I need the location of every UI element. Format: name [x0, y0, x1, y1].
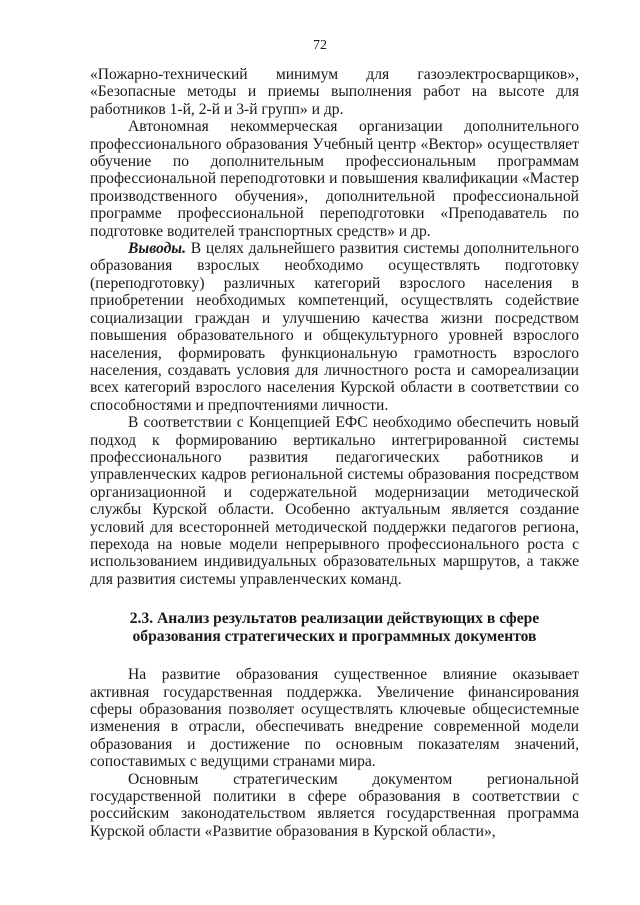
- paragraph-state-program: Основным стратегическим документом региональной государственной политики в сфере образования в соответствии с российским законодательством является государственная программа Курской области «Развитие образования в Курской области»,: [90, 770, 579, 840]
- section-heading: [90, 610, 579, 646]
- paragraph-vector-training-center: Автономная некоммерческая организации дополнительного профессионального образования Учебный центр «Вектор» осуществляет обучение по дополнительным профессиональным программам профессиональной переподготовки и повышения квалификации «Мастер производственного обучения», дополнительной профессиональной программе профессиональной переподготовки «Преподаватель по подготовке водителей транспортных средств» и др.: [90, 118, 579, 240]
- paragraph-state-support: На развитие образования существенное влияние оказывает активная государственная поддержка. Увеличение финансирования сферы образования позволяет осуществлять ключевые общесистемные изменения в отрасли, обеспечивать внедрение современной модели образования и достижение по основным показателям значений, сопоставимых с ведущими странами мира.: [90, 666, 579, 771]
- paragraph-conclusions: [90, 240, 579, 414]
- conclusions-lead: Выводы.: [128, 240, 187, 258]
- paragraph-efs-concept: В соответствии с Концепцией ЕФС необходимо обеспечить новый подход к формированию вертикально интегрированной системы профессионального развития педагогических работников и управленческих кадров региональной системы образования посредством организационной и содержательной модернизации методической службы Курской области. Особенно актуальным является создание условий для всесторонней методической поддержки педагогов региона, перехода на новые модели непрерывного профессионального роста с использованием индивидуальных образовательных маршрутов, а также для развития системы управленческих команд.: [90, 414, 579, 588]
- page-number: 72: [313, 38, 327, 53]
- page-body: [90, 66, 579, 840]
- section-heading-line-2: образования стратегических и программных документов: [132, 628, 537, 646]
- paragraph-fire-safety-courses: «Пожарно-технический минимум для газоэлектросварщиков», «Безопасные методы и приемы выполнения работ на высоте для работников 1-й, 2-й и 3-й групп» и др.: [90, 66, 579, 118]
- section-heading-line-1: 2.3. Анализ результатов реализации действующих в сфере: [129, 610, 540, 628]
- conclusions-text: В целях дальнейшего развития системы дополнительного образования взрослых необходимо осуществлять подготовку (переподготовку) различных категорий взрослого населения в приобретении необходимых компетенций, осуществлять содействие социализации граждан и улучшению качества жизни посредством повышения образовательного и общекультурного уровней взрослого населения, формировать функциональную грамотность взрослого населения, создавать условия для личностного роста и самореализации всех категорий взрослого населения Курской области в соответствии со способностями и предпочтениями личности.: [90, 240, 579, 414]
